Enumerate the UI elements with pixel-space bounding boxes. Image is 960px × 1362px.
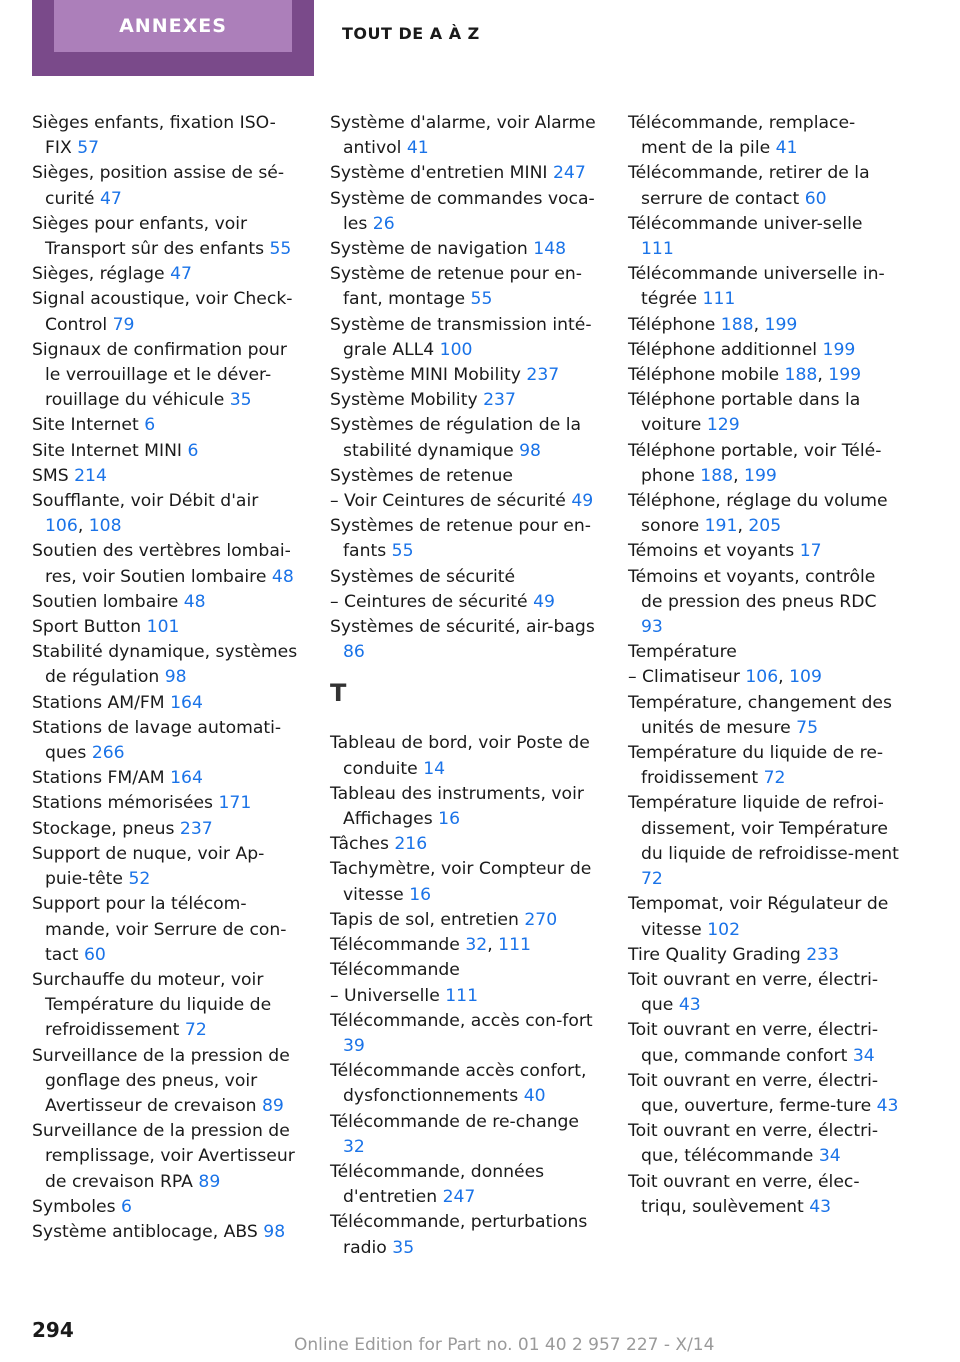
index-entry: [628, 539, 900, 564]
index-entry-text: Sièges enfants, fixation ISO-FIX: [32, 113, 276, 159]
page-link[interactable]: 72: [641, 869, 663, 890]
page-link[interactable]: 106: [45, 516, 78, 537]
index-entry-text: Tâches: [330, 834, 389, 855]
index-entry-text: Température: [628, 642, 737, 663]
page-link[interactable]: 237: [483, 390, 516, 411]
index-entry-text: Température liquide de refroi-dissement, voir Température du liquide de refroidisse-ment: [628, 793, 899, 864]
page-link[interactable]: 199: [764, 314, 798, 335]
index-entry: [32, 842, 302, 892]
index-entry: [330, 984, 600, 1009]
index-entry: [628, 1119, 900, 1169]
index-column-2: [330, 111, 600, 1261]
index-entry-text: Système de commandes voca-les: [330, 188, 595, 234]
index-entry: [330, 161, 600, 186]
page-link[interactable]: 247: [552, 163, 586, 184]
page-link[interactable]: 89: [261, 1095, 284, 1116]
index-entry-text: Télécommande, accès con-fort: [330, 1010, 593, 1031]
page-link[interactable]: 16: [438, 809, 461, 830]
page-link[interactable]: 233: [806, 944, 840, 965]
index-entry-text: Stabilité dynamique, systèmes de régulation: [32, 642, 298, 688]
page-link[interactable]: 270: [524, 909, 558, 930]
page-link[interactable]: 41: [775, 138, 798, 159]
index-entry: [330, 237, 600, 262]
index-entry: [32, 161, 302, 211]
page-link[interactable]: 32: [343, 1136, 365, 1157]
index-entry-text: Stations de lavage automati-ques: [32, 717, 282, 764]
index-entry: [32, 439, 302, 464]
page-link[interactable]: 199: [744, 465, 777, 486]
page-link[interactable]: 47: [170, 264, 192, 285]
page-link[interactable]: 75: [796, 717, 819, 738]
page-link[interactable]: 49: [533, 591, 555, 612]
page-link[interactable]: 48: [271, 566, 294, 587]
index-entry-text: Signaux de confirmation pour le verrouillage et le déver-rouillage du véhicule: [32, 339, 287, 411]
index-entry-text: Système de navigation: [330, 239, 528, 260]
index-entry: [330, 313, 600, 363]
page-link[interactable]: 199: [828, 365, 862, 386]
index-entry-text: Système Mobility: [330, 390, 478, 411]
index-entry-text: Surchauffe du moteur, voir Température du liquide de refroidissement: [32, 969, 272, 1041]
page-link[interactable]: 35: [392, 1237, 415, 1258]
index-entry-text: Tapis de sol, entretien: [330, 909, 519, 930]
footer-edition: Online Edition for Part no. 01 40 2 957 227 - X/14: [294, 1335, 715, 1355]
page-link[interactable]: 55: [391, 541, 414, 562]
index-entry-text: SMS: [32, 465, 69, 486]
page-link[interactable]: 72: [763, 768, 786, 789]
index-entry: [32, 691, 302, 716]
page-link[interactable]: 6: [144, 415, 156, 436]
page-link[interactable]: 100: [439, 339, 473, 360]
index-entry-text: Soutien lombaire: [32, 591, 179, 612]
index-entry: [330, 363, 600, 388]
index-entry-text: Toit ouvrant en verre, électri-que, commande confort: [628, 1020, 879, 1066]
index-entry: [628, 1170, 900, 1220]
index-entry-text: Télécommande univer-selle: [628, 213, 863, 234]
index-entry: [628, 691, 900, 741]
index-entry: [330, 1009, 600, 1059]
index-entry-text: Toit ouvrant en verre, électri-que, ouverture, ferme-ture: [628, 1070, 879, 1116]
index-entry: [330, 111, 600, 161]
index-entry: [628, 791, 900, 892]
index-entry-text: Sièges, position assise de sé-curité: [32, 163, 285, 209]
page-link[interactable]: 40: [523, 1086, 546, 1107]
index-entry: [628, 565, 900, 641]
index-entry-text: Signal acoustique, voir Check-Control: [32, 289, 293, 335]
index-entry: [330, 262, 600, 312]
index-entry: [628, 892, 900, 942]
index-entry-text: Systèmes de retenue pour en-fants: [330, 516, 591, 562]
index-entry-text: Systèmes de sécurité: [330, 566, 516, 587]
page-link[interactable]: 109: [789, 667, 822, 688]
index-entry-text: Toit ouvrant en verre, électri-que, télécommande: [628, 1121, 879, 1167]
index-entry: [330, 1210, 600, 1260]
index-entry-text: Sièges, réglage: [32, 264, 165, 285]
page-link[interactable]: 188: [784, 365, 818, 386]
page-link[interactable]: 191: [704, 516, 738, 537]
index-entry: [628, 943, 900, 968]
index-entry-text: Téléphone additionnel: [628, 339, 818, 360]
index-entry: [32, 287, 302, 337]
index-entry-text: Téléphone, réglage du volume sonore: [628, 491, 888, 537]
page-link[interactable]: 188: [700, 465, 734, 486]
index-entry-text: Système MINI Mobility: [330, 365, 521, 386]
index-entry-text: Température du liquide de re-froidissement: [628, 743, 884, 789]
index-entry-text: Système d'alarme, voir Alarme antivol: [330, 113, 596, 159]
index-entry-text: Télécommande: [330, 935, 460, 956]
index-entry: [330, 908, 600, 933]
page-link[interactable]: 129: [706, 415, 740, 436]
index-entry: [32, 1119, 302, 1195]
index-entry: – Climatiseur 106, 109: [628, 667, 822, 688]
index-entry: [628, 968, 900, 1018]
index-entry-text: Support pour la télécom-mande, voir Serrure de con-tact: [32, 894, 287, 965]
index-entry: [32, 892, 302, 968]
page-link[interactable]: 111: [702, 289, 736, 310]
index-entry-text: Stations FM/AM: [32, 768, 165, 789]
index-entry: [330, 514, 600, 564]
index-entry: Téléphone portable, voir Télé-phone 188, 199: [628, 440, 882, 486]
index-entry-text: – Ceintures de sécurité: [330, 591, 528, 612]
index-entry-text: Stations AM/FM: [32, 692, 165, 713]
index-entry: [330, 832, 600, 857]
index-entry: [32, 968, 302, 1044]
index-entry: [628, 161, 900, 211]
index-entry-text: Symboles: [32, 1196, 116, 1217]
index-entry: [32, 338, 302, 414]
page-link[interactable]: 101: [146, 617, 180, 638]
page-link[interactable]: 89: [198, 1171, 221, 1192]
index-entry-text: – Universelle: [330, 985, 440, 1006]
index-entry: [330, 1059, 600, 1109]
page-link[interactable]: 111: [641, 239, 674, 260]
index-entry-text: Toit ouvrant en verre, électri-que: [628, 969, 879, 1016]
page-link[interactable]: 98: [263, 1221, 286, 1242]
index-entry-text: Télécommande de re-change: [330, 1111, 579, 1132]
page-link[interactable]: 108: [88, 516, 122, 537]
index-entry-text: Télécommande, retirer de la serrure de contact: [628, 163, 870, 209]
index-entry-text: Tableau des instruments, voir Affichages: [330, 783, 584, 830]
page-link[interactable]: 86: [343, 642, 365, 663]
index-entry: [628, 338, 900, 363]
page-link[interactable]: 49: [571, 491, 594, 512]
index-entry-text: Surveillance de la pression de gonflage des pneus, voir Avertisseur de crevaison: [32, 1045, 290, 1116]
index-entry: [330, 615, 600, 665]
page-link[interactable]: 188: [720, 314, 754, 335]
index-entry: [330, 782, 600, 832]
page-link[interactable]: 205: [748, 516, 782, 537]
index-entry: [330, 1160, 600, 1210]
index-entry: [330, 187, 600, 237]
index-entry: [330, 489, 600, 514]
index-entry-text: Soufflante, voir Débit d'air: [32, 491, 259, 512]
page-link[interactable]: 14: [423, 758, 446, 779]
index-entry-text: Télécommande, données d'entretien: [330, 1161, 545, 1208]
index-entry: Soufflante, voir Débit d'air 106, 108: [32, 491, 259, 537]
page-number: 294: [32, 1318, 74, 1342]
index-entry-text: Systèmes de retenue: [330, 465, 513, 486]
index-entry: Télécommande 32, 111: [330, 935, 531, 956]
index-entry: [330, 1110, 600, 1160]
index-entry-text: Systèmes de régulation de la stabilité dynamique: [330, 415, 582, 461]
index-entry-text: – Voir Ceintures de sécurité: [330, 491, 566, 512]
page-link[interactable]: 60: [83, 944, 106, 965]
page-link[interactable]: 164: [170, 768, 203, 789]
page-link[interactable]: 237: [526, 365, 560, 386]
page-link[interactable]: 98: [164, 667, 187, 688]
page-link[interactable]: 266: [91, 743, 125, 764]
index-entry-text: Toit ouvrant en verre, élec-triqu, soulèvement: [628, 1171, 860, 1217]
page-link[interactable]: 171: [218, 793, 252, 814]
index-entry-text: Téléphone: [628, 314, 716, 335]
index-entry-text: Site Internet: [32, 415, 139, 436]
index-entry-text: Téléphone portable, voir Télé-phone: [628, 440, 882, 486]
page-link[interactable]: 43: [876, 1095, 899, 1116]
index-entry: [32, 640, 302, 690]
index-entry: [32, 1220, 302, 1245]
index-entry: [628, 640, 900, 665]
index-entry-text: Température, changement des unités de mesure: [628, 692, 892, 738]
index-column-1: [32, 111, 302, 1245]
page-link[interactable]: 216: [394, 834, 428, 855]
index-entry: [32, 590, 302, 615]
index-entry: [32, 766, 302, 791]
index-entry-text: Système de retenue pour en-fant, montage: [330, 264, 582, 310]
index-entry: [32, 615, 302, 640]
index-entry-text: Télécommande, remplace-ment de la pile: [628, 113, 856, 159]
page-link[interactable]: 43: [678, 995, 701, 1016]
index-entry-text: Sport Button: [32, 617, 142, 638]
page-link[interactable]: 47: [99, 188, 122, 209]
annexes-tab[interactable]: [32, 0, 314, 76]
page-link[interactable]: 79: [112, 314, 135, 335]
index-entry: [330, 731, 600, 781]
index-entry: [32, 817, 302, 842]
index-entry: [32, 262, 302, 287]
index-entry: [628, 741, 900, 791]
page-link[interactable]: 35: [229, 390, 252, 411]
page-link[interactable]: 72: [184, 1020, 207, 1041]
page-link[interactable]: 247: [442, 1187, 476, 1208]
page-link[interactable]: 34: [818, 1146, 841, 1167]
index-entry-text: Tableau de bord, voir Poste de conduite: [330, 733, 590, 779]
index-entry-text: Soutien des vertèbres lombai-res, voir Soutien lombaire: [32, 541, 291, 587]
page-link[interactable]: 6: [121, 1196, 132, 1217]
page-link[interactable]: 26: [372, 213, 395, 234]
annexes-tab-label: ANNEXES: [54, 0, 292, 52]
page-link[interactable]: 199: [822, 339, 856, 360]
index-entry-text: – Climatiseur: [628, 667, 740, 688]
index-entry-text: Tire Quality Grading: [628, 944, 801, 965]
index-entry-text: Surveillance de la pression de remplissage, voir Avertisseur de crevaison RPA: [32, 1121, 295, 1192]
page-link[interactable]: 111: [445, 985, 479, 1006]
index-entry-text: Télécommande universelle in-tégrée: [628, 264, 885, 310]
index-entry: Téléphone 188, 199: [628, 314, 798, 335]
index-entry: [330, 565, 600, 590]
index-entry: [330, 464, 600, 489]
index-entry: [330, 388, 600, 413]
page-link[interactable]: 60: [804, 188, 827, 209]
page-link[interactable]: 55: [269, 239, 292, 260]
index-entry: [628, 111, 900, 161]
index-entry: [32, 464, 302, 489]
index-entry-text: Télécommande: [330, 960, 460, 981]
index-entry-text: Stations mémorisées: [32, 793, 213, 814]
page-link[interactable]: 16: [409, 884, 432, 905]
page-link[interactable]: 52: [128, 869, 151, 890]
index-entry: [628, 262, 900, 312]
index-entry: [32, 716, 302, 766]
index-entry: [32, 413, 302, 438]
index-entry-text: Téléphone mobile: [628, 365, 780, 386]
page-link[interactable]: 164: [170, 692, 203, 713]
page-link[interactable]: 34: [852, 1045, 875, 1066]
index-entry-text: Témoins et voyants, contrôle de pression des pneus RDC: [628, 566, 877, 612]
index-entry: [628, 388, 900, 438]
page-link[interactable]: 6: [187, 440, 199, 461]
page-link[interactable]: 17: [799, 541, 822, 562]
index-entry-text: Système de transmission inté-grale ALL4: [330, 314, 592, 360]
index-entry: [628, 212, 900, 262]
index-entry: [32, 791, 302, 816]
index-entry: [32, 111, 302, 161]
index-entry-text: Système antiblocage, ABS: [32, 1221, 258, 1242]
index-entry-text: Support de nuque, voir Ap-puie-tête: [32, 843, 265, 890]
page-link[interactable]: 237: [179, 818, 213, 839]
index-entry: [32, 1044, 302, 1120]
index-entry: [628, 1069, 900, 1119]
page-link[interactable]: 43: [809, 1196, 832, 1217]
page-link[interactable]: 39: [343, 1035, 365, 1056]
index-entry-text: Systèmes de sécurité, air-bags: [330, 617, 595, 638]
page-link[interactable]: 57: [77, 138, 100, 159]
index-entry-text: Tempomat, voir Régulateur de vitesse: [628, 894, 889, 940]
index-entry: Téléphone mobile 188, 199: [628, 365, 862, 386]
tout-de-a-a-z-tab[interactable]: TOUT DE A À Z: [342, 24, 480, 43]
page-link[interactable]: 98: [519, 440, 541, 461]
page-link[interactable]: 111: [498, 935, 531, 956]
index-entry-text: Stockage, pneus: [32, 818, 175, 839]
index-entry-text: Télécommande accès confort, dysfonctionnements: [330, 1061, 587, 1107]
index-entry-text: Télécommande, perturbations radio: [330, 1212, 588, 1258]
page-link[interactable]: 32: [465, 935, 488, 956]
page-link[interactable]: 55: [470, 289, 493, 310]
index-entry: [32, 212, 302, 262]
index-entry: [32, 1195, 302, 1220]
index-entry-text: Témoins et voyants: [628, 541, 795, 562]
page-link[interactable]: 106: [745, 667, 779, 688]
index-entry: [32, 539, 302, 589]
index-entry: [330, 590, 600, 615]
index-entry: [330, 857, 600, 907]
index-entry: [330, 958, 600, 983]
page-link[interactable]: 93: [641, 617, 663, 638]
page-link[interactable]: 102: [707, 919, 741, 940]
index-entry: [330, 413, 600, 463]
index-entry: [628, 1018, 900, 1068]
index-entry-text: Tachymètre, voir Compteur de vitesse: [330, 859, 592, 905]
page-link[interactable]: 214: [74, 465, 107, 486]
index-entry-text: Téléphone portable dans la voiture: [628, 390, 861, 436]
index-entry: Téléphone, réglage du volume sonore 191, 205: [628, 491, 888, 537]
index-entry-text: Site Internet MINI: [32, 440, 182, 461]
section-letter: T: [330, 679, 347, 708]
page-link[interactable]: 148: [533, 239, 567, 260]
page-link[interactable]: 41: [406, 138, 429, 159]
page-link[interactable]: 48: [183, 591, 206, 612]
index-entry-text: Système d'entretien MINI: [330, 163, 548, 184]
index-entry-text: Sièges pour enfants, voir Transport sûr des enfants: [32, 213, 265, 260]
index-column-3: [628, 111, 900, 1220]
